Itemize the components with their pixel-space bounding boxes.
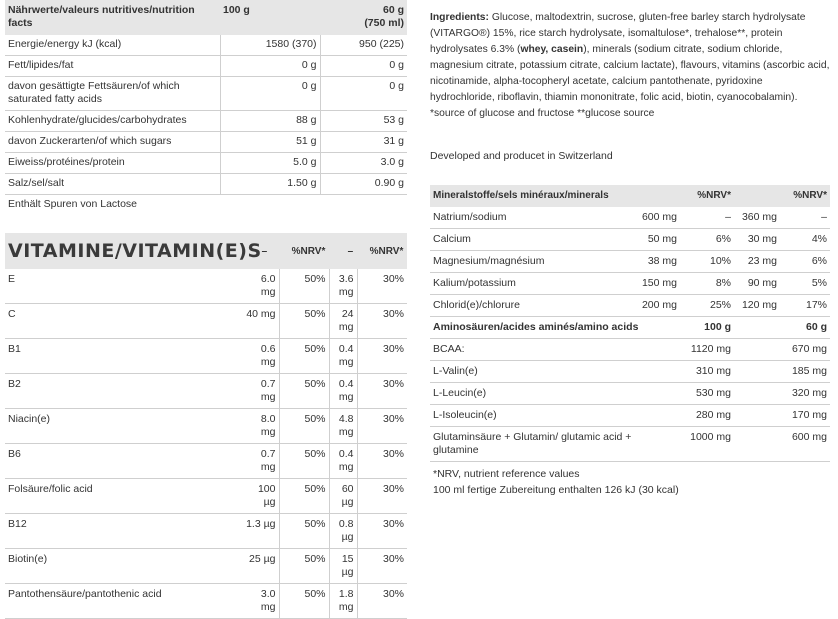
mineral-amount-60g: 120 mg xyxy=(734,295,780,317)
vitamin-nrv-60g: 30% xyxy=(357,339,407,374)
nutrition-row xyxy=(5,77,407,111)
vitamin-nrv-100g: 50% xyxy=(279,444,329,479)
amino-name: L-Isoleucin(e) xyxy=(430,405,680,427)
nutrition-header-100g: 100 g xyxy=(220,0,320,35)
vitamin-nrv-100g: 50% xyxy=(279,514,329,549)
vitamins-header-col1: – xyxy=(261,245,268,257)
amino-header-label: Aminosäuren/acides aminés/amino acids xyxy=(430,317,680,339)
vitamin-name: B2 xyxy=(5,374,243,409)
mineral-amount-100g: 200 mg xyxy=(630,295,680,317)
vitamin-nrv-60g: 30% xyxy=(357,514,407,549)
mineral-nrv-100g: – xyxy=(680,207,734,229)
mineral-row xyxy=(430,207,830,229)
amino-blank xyxy=(734,339,780,361)
vitamin-amount-100g: 0.7 mg xyxy=(243,444,279,479)
nutrition-row xyxy=(5,153,407,174)
amino-row xyxy=(430,361,830,383)
vitamin-amount-60g: 0.4 mg xyxy=(329,374,357,409)
nutrition-value-100g: 88 g xyxy=(220,111,320,132)
vitamin-nrv-100g: 50% xyxy=(279,269,329,304)
nutrition-value-60g: 3.0 g xyxy=(320,153,407,174)
amino-amount-100g: 1120 mg xyxy=(680,339,734,361)
right-column xyxy=(430,0,830,498)
developed-note: Developed and producet in Switzerland xyxy=(430,150,613,162)
vitamin-row xyxy=(5,514,407,549)
amino-amount-100g: 310 mg xyxy=(680,361,734,383)
vitamin-nrv-60g: 30% xyxy=(357,304,407,339)
vitamin-nrv-60g: 30% xyxy=(357,479,407,514)
mineral-nrv-100g: 6% xyxy=(680,229,734,251)
amino-name: BCAA: xyxy=(430,339,680,361)
ingredients-text-2: ), minerals (sodium citrate, sodium chloride, magnesium citrate, potassium citrate, calcium lactate), flavours, vitamins (ascorbic acid, nicotinamide, alpha-tocopheryl acetate, calcium pantothenate, pyridoxine hydrochloride, riboflavin, thiamin mononitrate, folic acid, biotin, cyanocobalamin). xyxy=(430,44,830,103)
nutrition-header-row xyxy=(5,0,407,35)
nutrition-label: davon Zuckerarten/of which sugars xyxy=(5,132,220,153)
amino-blank xyxy=(734,361,780,383)
vitamin-amount-100g: 100 µg xyxy=(243,479,279,514)
amino-header-60g: 60 g xyxy=(780,317,830,339)
vitamin-amount-100g: 25 µg xyxy=(243,549,279,584)
amino-header-row xyxy=(430,317,830,339)
nutrition-row xyxy=(5,132,407,153)
nutrition-value-100g: 51 g xyxy=(220,132,320,153)
mineral-row xyxy=(430,229,830,251)
mineral-amount-100g: 150 mg xyxy=(630,273,680,295)
mineral-nrv-60g: 17% xyxy=(780,295,830,317)
vitamin-amount-100g: 3.0 mg xyxy=(243,584,279,619)
amino-blank xyxy=(734,405,780,427)
mineral-amount-100g: 600 mg xyxy=(630,207,680,229)
vitamin-amount-100g: 0.7 mg xyxy=(243,374,279,409)
vitamin-nrv-100g: 50% xyxy=(279,304,329,339)
nrv-note: *NRV, nutrient reference values xyxy=(433,468,580,480)
nutrition-label: Salz/sel/salt xyxy=(5,174,220,195)
vitamin-amount-100g: 8.0 mg xyxy=(243,409,279,444)
vitamin-nrv-100g: 50% xyxy=(279,409,329,444)
left-column xyxy=(5,0,407,619)
vitamin-amount-60g: 0.4 mg xyxy=(329,444,357,479)
mineral-name: Natrium/sodium xyxy=(430,207,630,229)
amino-name: L-Leucin(e) xyxy=(430,383,680,405)
mineral-amount-100g: 38 mg xyxy=(630,251,680,273)
ingredients-text-1: Glucose, maltodextrin, sucrose, gluten-free barley starch hydrolysate (VITARGO®) 15%, rice starch hydrolysate, isomaltulose*, trehalose**, protein hydrolysates 6.3% ( xyxy=(430,12,806,55)
nutrition-value-60g: 0 g xyxy=(320,56,407,77)
vitamin-amount-100g: 40 mg xyxy=(243,304,279,339)
vitamin-row xyxy=(5,269,407,304)
amino-amount-100g: 530 mg xyxy=(680,383,734,405)
vitamin-row xyxy=(5,444,407,479)
vitamin-name: B6 xyxy=(5,444,243,479)
minerals-header-blank2 xyxy=(734,185,780,207)
vitamin-amount-60g: 15 µg xyxy=(329,549,357,584)
vitamins-title: VITAMINE/VITAMIN(E)S xyxy=(8,240,262,262)
vitamin-nrv-60g: 30% xyxy=(357,269,407,304)
amino-name: Glutaminsäure + Glutamin/ glutamic acid + glutamine xyxy=(430,427,680,462)
vitamin-row xyxy=(5,549,407,584)
nutrition-label: Eiweiss/protéines/protein xyxy=(5,153,220,174)
nutrition-header-60g xyxy=(320,0,407,35)
nutrition-label: davon gesättigte Fettsäuren/of which saturated fatty acids xyxy=(5,77,220,111)
nutrition-value-100g: 5.0 g xyxy=(220,153,320,174)
amino-row xyxy=(430,383,830,405)
mineral-nrv-100g: 8% xyxy=(680,273,734,295)
vitamin-amount-60g: 0.4 mg xyxy=(329,339,357,374)
nutrition-header-label: Nährwerte/valeurs nutritives/nutrition facts xyxy=(5,0,220,35)
minerals-header-label: Mineralstoffe/sels minéraux/minerals xyxy=(430,185,630,207)
vitamin-nrv-100g: 50% xyxy=(279,584,329,619)
amino-amount-60g: 600 mg xyxy=(780,427,830,462)
vitamin-row xyxy=(5,339,407,374)
nutrition-value-60g: 31 g xyxy=(320,132,407,153)
minerals-header-blank1 xyxy=(630,185,680,207)
mineral-amount-60g: 23 mg xyxy=(734,251,780,273)
minerals-table xyxy=(430,185,830,462)
mineral-row xyxy=(430,273,830,295)
nutrition-value-60g: 53 g xyxy=(320,111,407,132)
vitamin-nrv-60g: 30% xyxy=(357,444,407,479)
ingredients-label: Ingredients: xyxy=(430,12,489,23)
vitamin-amount-100g: 6.0 mg xyxy=(243,269,279,304)
vitamin-row xyxy=(5,409,407,444)
vitamin-nrv-100g: 50% xyxy=(279,339,329,374)
minerals-header-row xyxy=(430,185,830,207)
vitamin-amount-60g: 0.8 µg xyxy=(329,514,357,549)
vitamin-amount-60g: 60 µg xyxy=(329,479,357,514)
ingredients-block xyxy=(430,0,830,122)
mineral-row xyxy=(430,251,830,273)
vitamin-name: Niacin(e) xyxy=(5,409,243,444)
vitamin-nrv-100g: 50% xyxy=(279,374,329,409)
vitamin-nrv-100g: 50% xyxy=(279,549,329,584)
amino-amount-60g: 185 mg xyxy=(780,361,830,383)
mineral-nrv-60g: – xyxy=(780,207,830,229)
vitamin-amount-60g: 24 mg xyxy=(329,304,357,339)
vitamin-row xyxy=(5,584,407,619)
amino-blank xyxy=(734,383,780,405)
amino-row xyxy=(430,427,830,462)
mineral-amount-60g: 90 mg xyxy=(734,273,780,295)
nutrition-value-60g: 0 g xyxy=(320,77,407,111)
vitamin-name: B1 xyxy=(5,339,243,374)
lactose-note: Enthält Spuren von Lactose xyxy=(8,198,138,210)
vitamin-name: Folsäure/folic acid xyxy=(5,479,243,514)
vitamin-row xyxy=(5,374,407,409)
amino-row xyxy=(430,339,830,361)
preparation-note: 100 ml fertige Zubereitung enthalten 126 kJ (30 kcal) xyxy=(433,484,679,496)
amino-row xyxy=(430,405,830,427)
vitamin-nrv-60g: 30% xyxy=(357,409,407,444)
nutrition-header-60g-value: 60 g xyxy=(382,4,404,16)
nutrition-label: Kohlenhydrate/glucides/carbohydrates xyxy=(5,111,220,132)
nutrition-value-100g: 1580 (370) xyxy=(220,35,320,56)
amino-blank xyxy=(734,427,780,462)
vitamin-amount-60g: 1.8 mg xyxy=(329,584,357,619)
amino-header-blank xyxy=(734,317,780,339)
vitamin-row xyxy=(5,304,407,339)
amino-amount-100g: 280 mg xyxy=(680,405,734,427)
vitamin-name: Pantothensäure/pantothenic acid xyxy=(5,584,243,619)
vitamin-row xyxy=(5,479,407,514)
mineral-name: Calcium xyxy=(430,229,630,251)
mineral-nrv-100g: 10% xyxy=(680,251,734,273)
amino-header-100g: 100 g xyxy=(680,317,734,339)
amino-amount-60g: 320 mg xyxy=(780,383,830,405)
vitamin-amount-60g: 4.8 mg xyxy=(329,409,357,444)
nutrition-row xyxy=(5,111,407,132)
minerals-header-nrv1: %NRV* xyxy=(680,185,734,207)
nutrition-value-100g: 0 g xyxy=(220,56,320,77)
mineral-nrv-60g: 4% xyxy=(780,229,830,251)
mineral-amount-100g: 50 mg xyxy=(630,229,680,251)
vitamin-nrv-100g: 50% xyxy=(279,479,329,514)
vitamin-nrv-60g: 30% xyxy=(357,374,407,409)
nutrition-value-100g: 0 g xyxy=(220,77,320,111)
mineral-name: Magnesium/magnésium xyxy=(430,251,630,273)
vitamin-name: Biotin(e) xyxy=(5,549,243,584)
amino-name: L-Valin(e) xyxy=(430,361,680,383)
nutrition-value-100g: 1.50 g xyxy=(220,174,320,195)
vitamin-name: C xyxy=(5,304,243,339)
vitamins-header-nrv1: %NRV* xyxy=(291,245,326,257)
nutrition-row xyxy=(5,35,407,56)
mineral-nrv-100g: 25% xyxy=(680,295,734,317)
ingredients-whey-casein: whey, casein xyxy=(520,44,584,55)
vitamin-name: E xyxy=(5,269,243,304)
mineral-row xyxy=(430,295,830,317)
amino-amount-100g: 1000 mg xyxy=(680,427,734,462)
vitamin-amount-100g: 0.6 mg xyxy=(243,339,279,374)
amino-amount-60g: 670 mg xyxy=(780,339,830,361)
mineral-nrv-60g: 5% xyxy=(780,273,830,295)
vitamin-amount-100g: 1.3 µg xyxy=(243,514,279,549)
mineral-amount-60g: 30 mg xyxy=(734,229,780,251)
nutrition-label: Energie/energy kJ (kcal) xyxy=(5,35,220,56)
vitamin-nrv-60g: 30% xyxy=(357,584,407,619)
nutrition-value-60g: 0.90 g xyxy=(320,174,407,195)
vitamins-header xyxy=(5,233,407,269)
mineral-name: Chlorid(e)/chlorure xyxy=(430,295,630,317)
amino-amount-60g: 170 mg xyxy=(780,405,830,427)
nutrition-table xyxy=(5,0,407,195)
minerals-notes xyxy=(430,462,830,498)
nutrition-row xyxy=(5,56,407,77)
vitamin-amount-60g: 3.6 mg xyxy=(329,269,357,304)
nutrition-value-60g: 950 (225) xyxy=(320,35,407,56)
vitamins-header-nrv2: %NRV* xyxy=(369,245,404,257)
ingredients-footnote: *source of glucose and fructose **glucose source xyxy=(430,108,655,119)
vitamins-header-col2: – xyxy=(347,245,354,257)
minerals-header-nrv2: %NRV* xyxy=(780,185,830,207)
vitamins-table xyxy=(5,269,407,619)
mineral-name: Kalium/potassium xyxy=(430,273,630,295)
nutrition-row xyxy=(5,174,407,195)
nutrition-header-60g-volume: (750 ml) xyxy=(364,17,404,29)
vitamin-nrv-60g: 30% xyxy=(357,549,407,584)
nutrition-label: Fett/lipides/fat xyxy=(5,56,220,77)
mineral-nrv-60g: 6% xyxy=(780,251,830,273)
mineral-amount-60g: 360 mg xyxy=(734,207,780,229)
vitamin-name: B12 xyxy=(5,514,243,549)
